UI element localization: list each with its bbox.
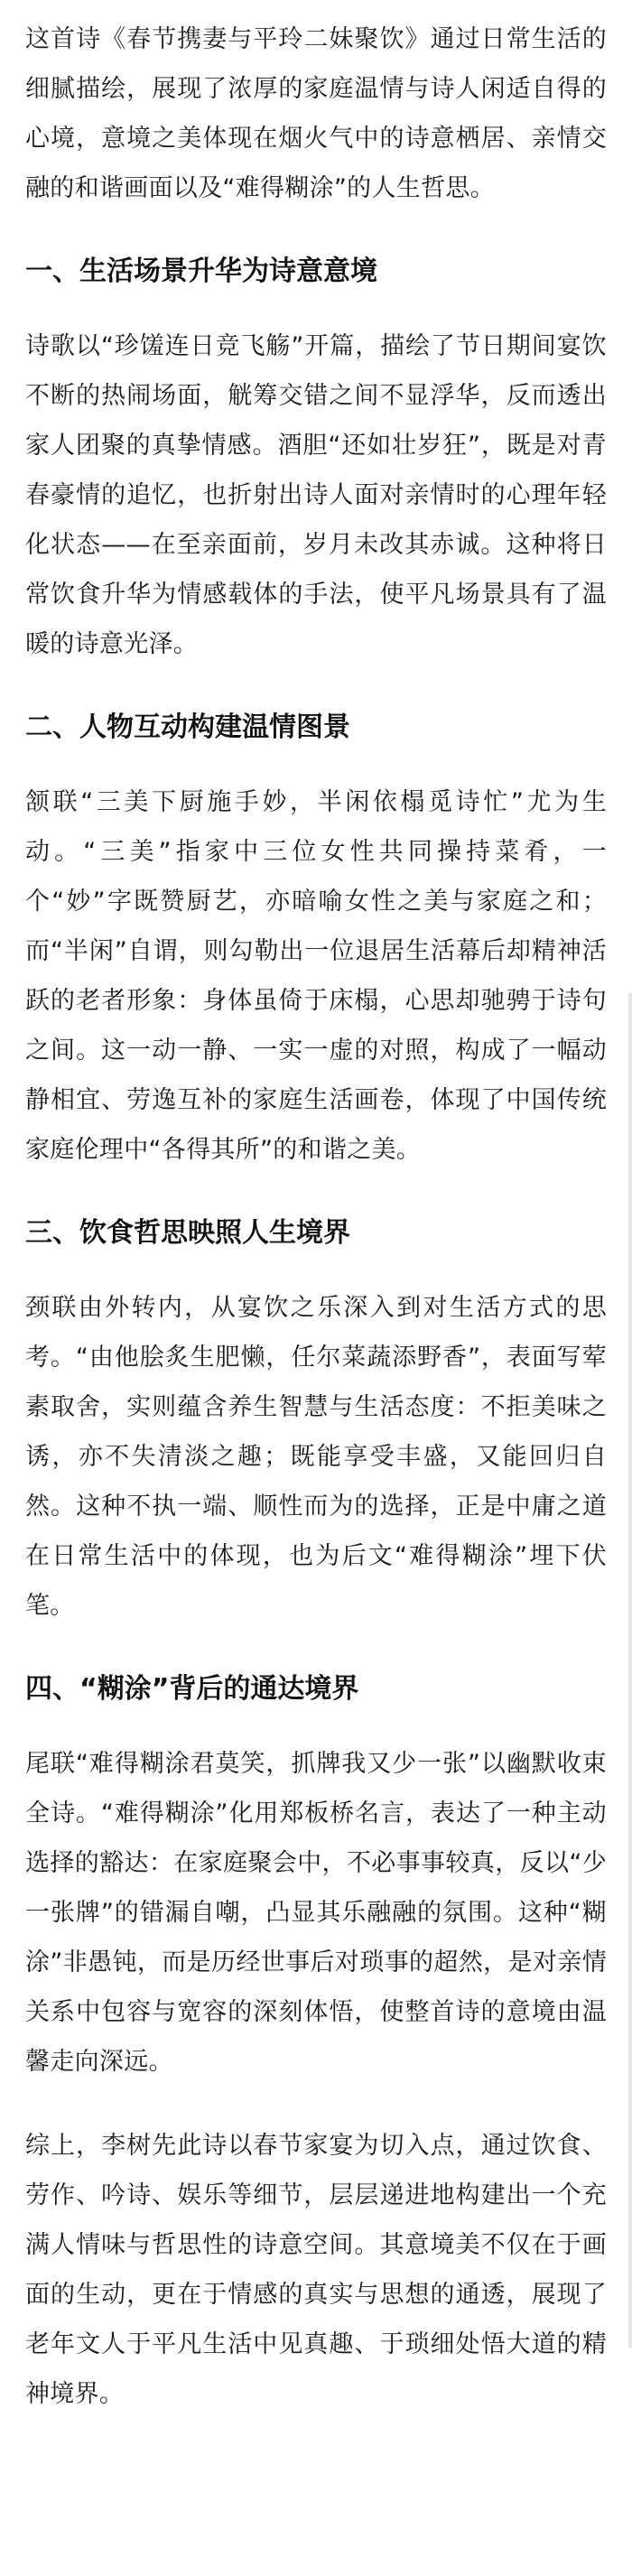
section-heading-4: 四、“糊涂”背后的通达境界 — [25, 1673, 359, 1705]
section-body-2: 颔联“三美下厨施手妙，半闲依榻觅诗忙”尤为生动。“三美”指家中三位女性共同操持菜肴，一个“妙”字既赞厨艺，亦暗喻女性之美与家庭之和；而“半闲”自谓，则勾勒出一位退居生活幕后却精神活跃的老者形象：身体虽倚于床榻，心思却驰骋于诗句之间。这一动一静、一实一虚的对照，构成了一幅动静相宜、劳逸互补的家庭生活画卷，体现了中国传统家庭伦理中“各得其所”的和谐之美。 — [25, 788, 607, 1164]
section-heading-1: 一、生活场景升华为诗意意境 — [25, 256, 377, 287]
section-heading-2: 二、人物互动构建温情图景 — [25, 711, 350, 743]
section-heading-3: 三、饮食哲思映照人生境界 — [25, 1217, 350, 1249]
conclusion-paragraph: 综上，李树先此诗以春节家宴为切入点，通过饮食、劳作、吟诗、娱乐等细节，层层递进地构建出一个充满人情味与哲思性的诗意空间。其意境美不仅在于画面的生动，更在于情感的真实与思想的通透，展现了老年文人于平凡生活中见真趣、于琐细处悟大道的精神境界。 — [25, 2132, 607, 2408]
section-body-3: 颈联由外转内，从宴饮之乐深入到对生活方式的思考。“由他脍炙生肥懒，任尔菜蔬添野香”，表面写荤素取舍，实则蕴含养生智慧与生活态度：不拒美味之诱，亦不失清淡之趣；既能享受丰盛，又能回归自然。这种不执一端、顺性而为的选择，正是中庸之道在日常生活中的体现，也为后文“难得糊涂”埋下伏笔。 — [25, 1294, 607, 1620]
page-edge-shadow — [628, 993, 632, 2348]
section-body-4: 尾联“难得糊涂君莫笑，抓牌我又少一张”以幽默收束全诗。“难得糊涂”化用郑板桥名言，表达了一种主动选择的豁达：在家庭聚会中，不必事事较真，反以“少一张牌”的错漏自嘲，凸显其乐融融的氛围。这种“糊涂”非愚钝，而是历经世事后对琐事的超然，是对亲情关系中包容与宽容的深刻体悟，使整首诗的意境由温馨走向深远。 — [25, 1750, 607, 2076]
intro-paragraph: 这首诗《春节携妻与平玲二妹聚饮》通过日常生活的细腻描绘，展现了浓厚的家庭温情与诗人闲适自得的心境，意境之美体现在烟火气中的诗意栖居、亲情交融的和谐画面以及“难得糊涂”的人生哲思。 — [25, 25, 607, 202]
section-body-1: 诗歌以“珍馐连日竞飞觞”开篇，描绘了节日期间宴饮不断的热闹场面，觥筹交错之间不显浮华，反而透出家人团聚的真挚情感。酒胆“还如壮岁狂”，既是对青春豪情的追忆，也折射出诗人面对亲情时的心理年轻化状态——在至亲面前，岁月未改其赤诚。这种将日常饮食升华为情感载体的手法，使平凡场景具有了温暖的诗意光泽。 — [25, 332, 607, 658]
